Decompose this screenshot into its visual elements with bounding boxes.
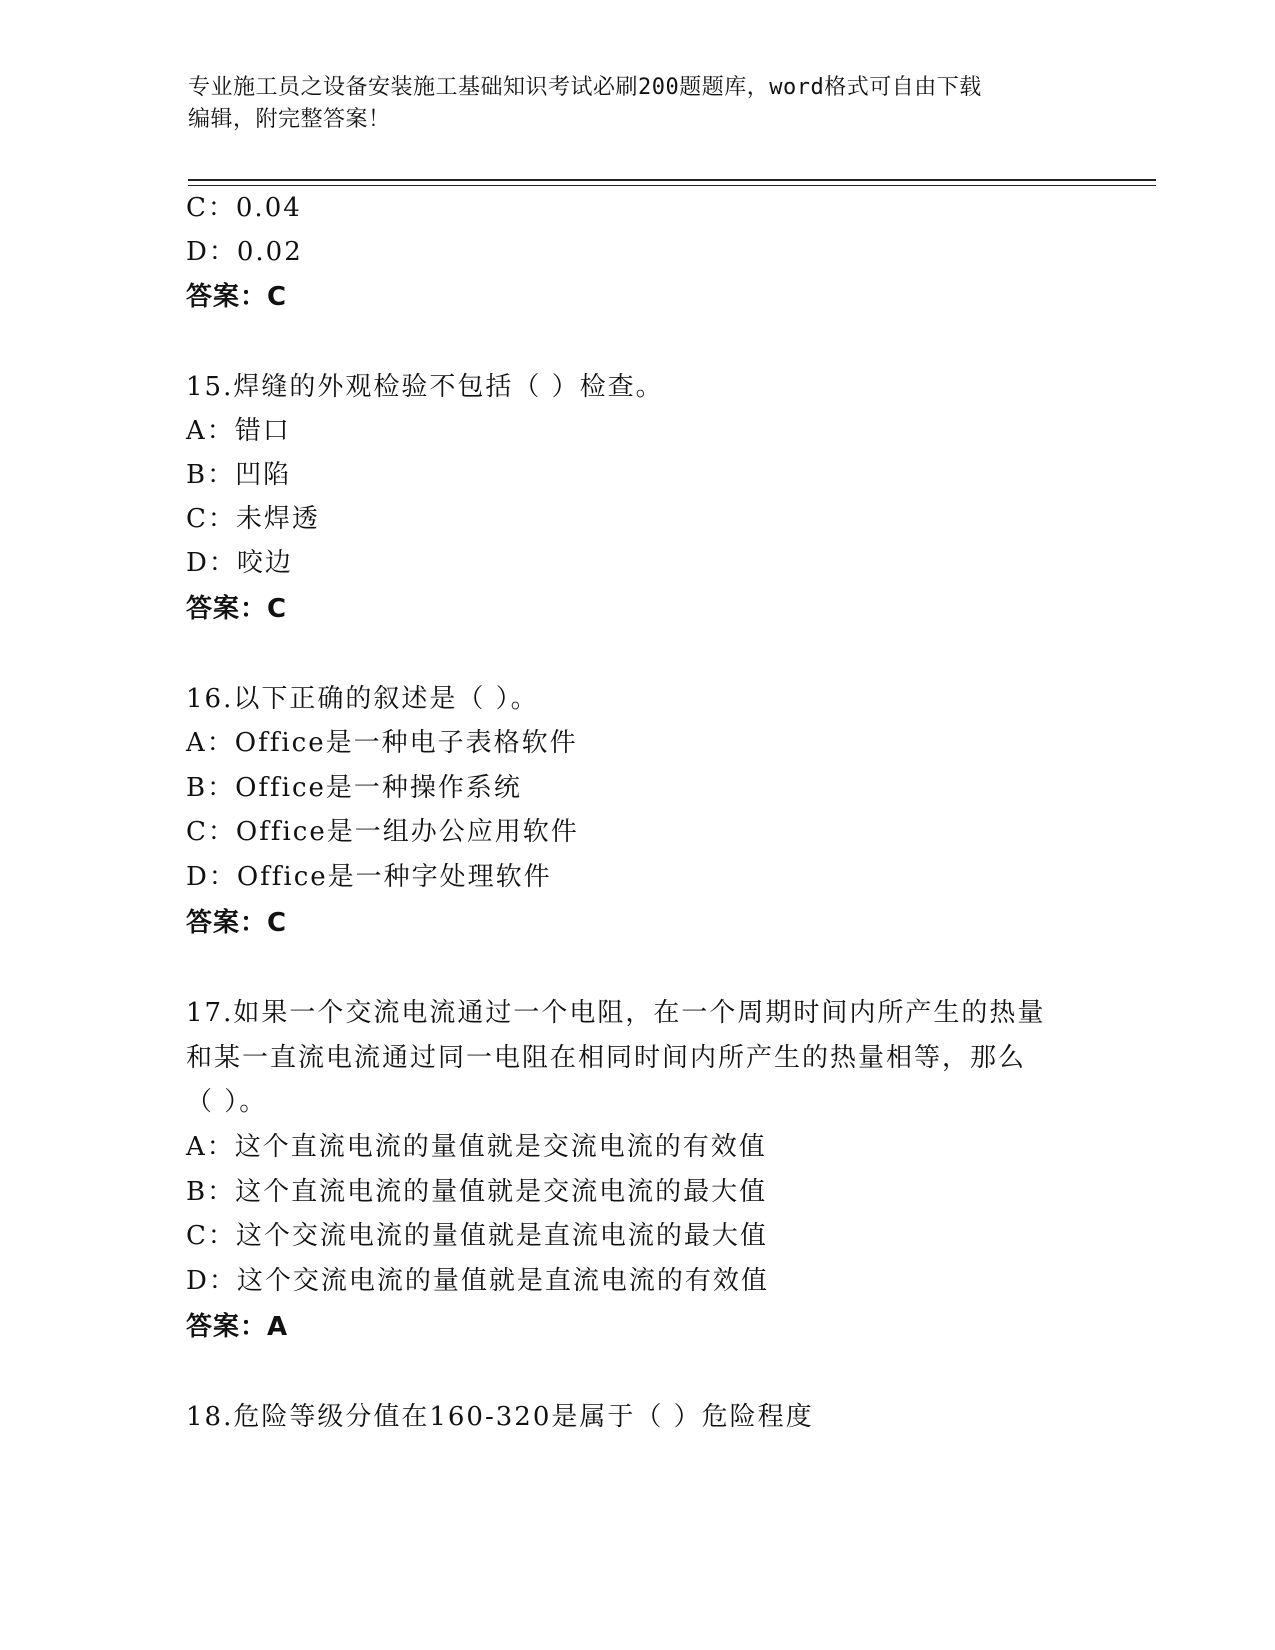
header-title-line-2: 编辑，附完整答案！ (188, 107, 391, 132)
q18-question: 18.危险等级分值在160-320是属于（ ）危险程度 (186, 1402, 814, 1432)
q15-question: 15.焊缝的外观检验不包括（ ）检查。 (186, 372, 664, 402)
q17-option-a: A：这个直流电流的量值就是交流电流的有效值 (186, 1132, 767, 1162)
q16-option-b: B：Office是一种操作系统 (186, 773, 522, 803)
q17-answer: 答案：A (186, 1312, 289, 1342)
q15-answer: 答案：C (186, 594, 288, 624)
q17-option-d: D：这个交流电流的量值就是直流电流的有效值 (186, 1266, 769, 1296)
q15-option-a: A：错口 (186, 416, 291, 446)
q17-question-line-3: （ ）。 (186, 1087, 268, 1117)
q14-option-c: C：0.04 (186, 193, 302, 223)
q17-question-line-1: 17.如果一个交流电流通过一个电阻，在一个周期时间内所产生的热量 (186, 998, 1046, 1028)
header-title-line-1: 专业施工员之设备安装施工基础知识考试必刷200题题库，word格式可自由下载 (188, 75, 982, 100)
header-divider-thin (188, 185, 1156, 186)
q16-option-c: C：Office是一组办公应用软件 (186, 817, 579, 847)
q17-option-b: B：这个直流电流的量值就是交流电流的最大值 (186, 1177, 768, 1207)
q16-option-a: A：Office是一种电子表格软件 (186, 728, 578, 758)
q17-option-c: C：这个交流电流的量值就是直流电流的最大值 (186, 1221, 768, 1251)
q16-option-d: D：Office是一种字处理软件 (186, 862, 552, 892)
header-divider-thick (188, 179, 1156, 181)
q17-question-line-2: 和某一直流电流通过同一电阻在相同时间内所产生的热量相等，那么 (186, 1043, 1027, 1073)
q15-option-c: C：未焊透 (186, 504, 320, 534)
q16-answer: 答案：C (186, 908, 288, 938)
q16-question: 16.以下正确的叙述是（ ）。 (186, 684, 539, 714)
q14-answer: 答案：C (186, 282, 288, 312)
q15-option-d: D：咬边 (186, 548, 293, 578)
q14-option-d: D：0.02 (186, 237, 303, 267)
q15-option-b: B：凹陷 (186, 460, 292, 490)
document-header (188, 72, 1078, 136)
